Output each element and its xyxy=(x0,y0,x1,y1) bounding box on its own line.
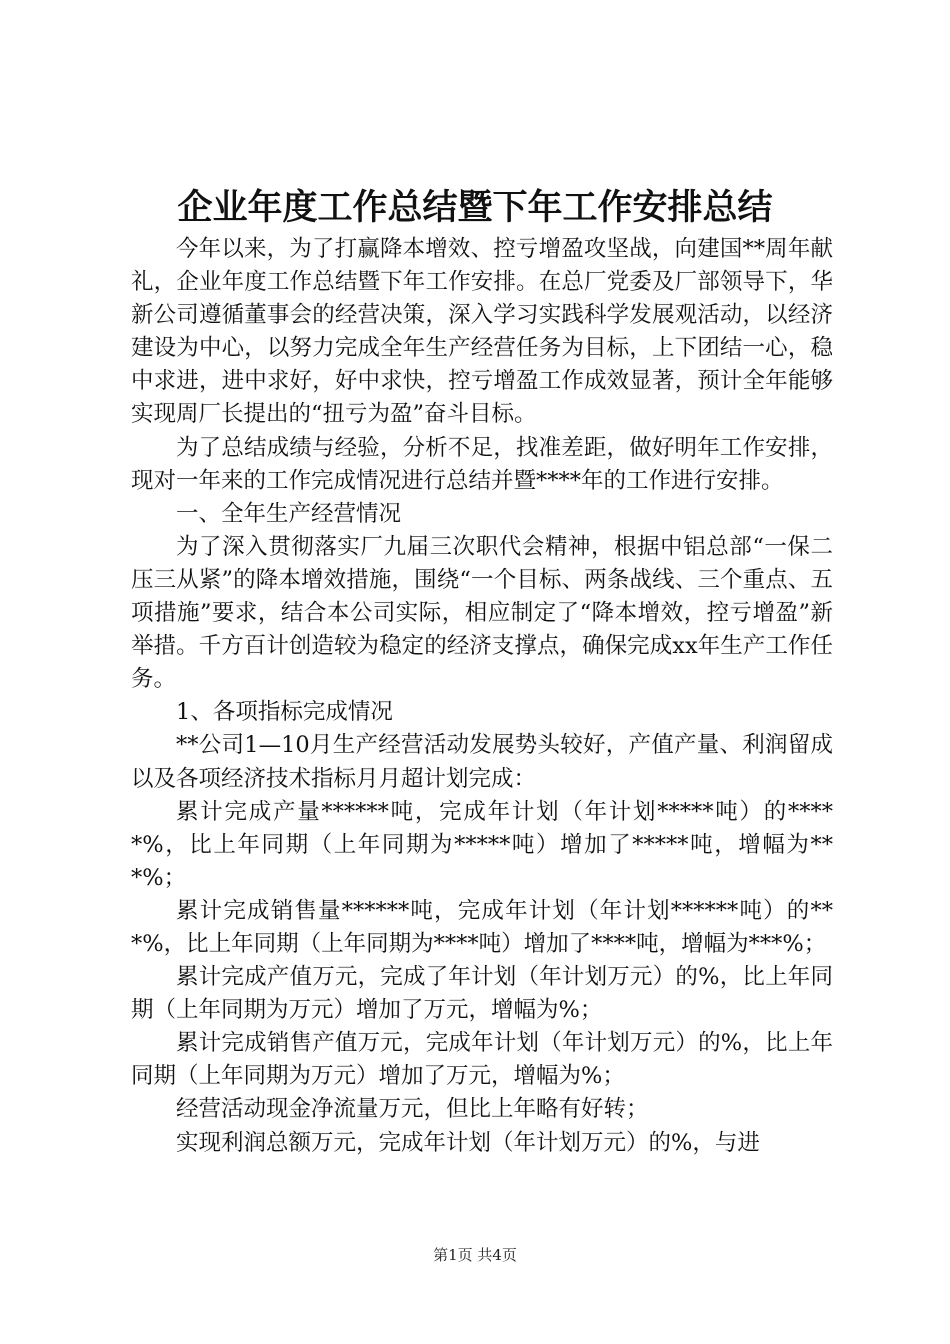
paragraph-measures: 为了深入贯彻落实厂九届三次职代会精神，根据中铝总部“一保二压三从紧”的降本增效措施，围绕“一个目标、两条战线、三个重点、五项措施”要求，结合本公司实际，相应制定了“降本增效，控亏增盈”新举措。千方百计创造较为稳定的经济支撑点，确保完成xx年生产工作任务。 xyxy=(131,533,833,693)
document-body xyxy=(131,233,833,1160)
paragraph-output-value: 累计完成产值万元，完成了年计划（年计划万元）的%，比上年同期（上年同期为万元）增加了万元，增幅为%； xyxy=(131,964,833,1024)
paragraph-output: 累计完成产量******吨，完成年计划（年计划*****吨）的*****%，比上年同期（上年同期为*****吨）增加了*****吨，增幅为***%； xyxy=(131,798,833,891)
paragraph-purpose: 为了总结成绩与经验，分析不足，找准差距，做好明年工作安排，现对一年来的工作完成情况进行总结并暨****年的工作进行安排。 xyxy=(131,434,833,494)
document-title: 企业年度工作总结暨下年工作安排总结 xyxy=(177,187,773,228)
paragraph-profit: 实现利润总额万元，完成年计划（年计划万元）的%，与进 xyxy=(176,1129,760,1156)
subsection-heading-1: 1、各项指标完成情况 xyxy=(176,699,393,726)
paragraph-intro: 今年以来，为了打赢降本增效、控亏增盈攻坚战，向建国**周年献礼，企业年度工作总结暨下年工作安排。在总厂党委及厂部领导下，华新公司遵循董事会的经营决策，深入学习实践科学发展观活动，以经济建设为中心，以努力完成全年生产经营任务为目标，上下团结一心，稳中求进，进中求好，好中求快，控亏增盈工作成效显著，预计全年能够实现周厂长提出的“扭亏为盈”奋斗目标。 xyxy=(131,236,833,428)
paragraph-cash-flow: 经营活动现金净流量万元，但比上年略有好转； xyxy=(176,1096,649,1123)
section-heading-1: 一、全年生产经营情况 xyxy=(176,500,402,527)
paragraph-overview: **公司1—10月生产经营活动发展势头较好，产值产量、利润留成以及各项经济技术指标月月超计划完成： xyxy=(131,732,833,792)
paragraph-sales-value: 累计完成销售产值万元，完成年计划（年计划万元）的%，比上年同期（上年同期为万元）增加了万元，增幅为%； xyxy=(131,1030,833,1090)
paragraph-sales-volume: 累计完成销售量******吨，完成年计划（年计划******吨）的***%，比上年同期（上年同期为****吨）增加了****吨，增幅为***%； xyxy=(131,897,833,957)
page-footer: 第1页 共4页 xyxy=(433,1246,517,1264)
